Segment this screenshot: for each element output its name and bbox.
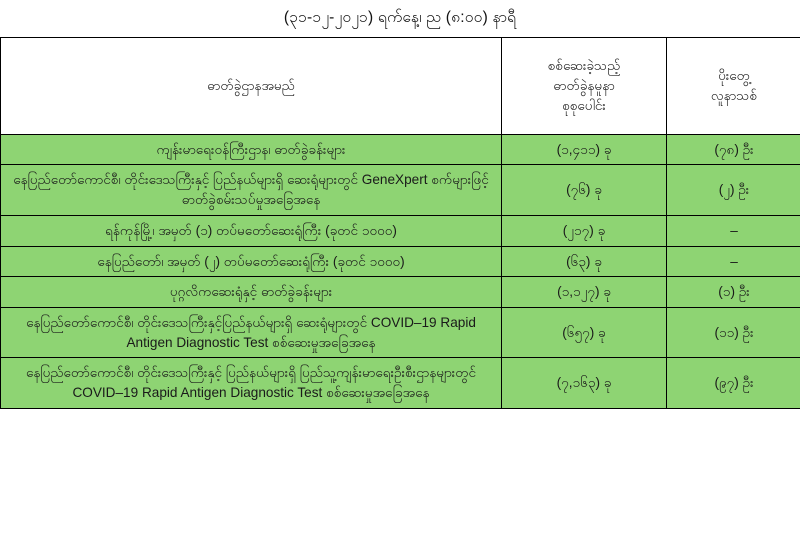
table-row — [1, 215, 800, 246]
cell-new-positive: (၁) ဦး — [667, 277, 800, 308]
cell-lab-name: ပုဂ္ဂလိကဆေးရုံနှင့် ဓာတ်ခွဲခန်းများ — [1, 277, 502, 308]
table-row — [1, 358, 800, 408]
table-row — [1, 307, 800, 357]
column-header-total-tests-line1: စစ်ဆေးခဲ့သည့် — [547, 58, 621, 74]
column-header-lab-name: ဓာတ်ခွဲဌာနအမည် — [1, 37, 502, 134]
lab-results-table — [0, 37, 800, 409]
cell-total-tests: (၁,၁၂၇) ခု — [502, 277, 667, 308]
cell-lab-name: နေပြည်တော်ကောင်စီ၊ တိုင်းဒေသကြီးနှင့် ပြည်နယ်များရှိ ပြည်သူ့ကျန်းမာရေးဦးစီးဌာနများတွင် COVID–19 Rapid Antigen Diagnostic Test စစ်ဆေးမှုအခြေအနေ — [1, 358, 502, 408]
cell-lab-name: နေပြည်တော်ကောင်စီ၊ တိုင်းဒေသကြီးနှင့် ပြည်နယ်များရှိ ဆေးရုံများတွင် GeneXpert စက်များဖြင့် ဓာတ်ခွဲစမ်းသပ်မှုအခြေအနေ — [1, 165, 502, 215]
cell-lab-name: ရန်ကုန်မြို့၊ အမှတ် (၁) တပ်မတော်ဆေးရုံကြီး (ခုတင် ၁၀၀၀) — [1, 215, 502, 246]
cell-total-tests: (၁,၄၁၁) ခု — [502, 134, 667, 165]
cell-new-positive: – — [667, 246, 800, 277]
page-title: (၃၁-၁၂-၂၀၂၁) ရက်နေ့၊ ည (၈:၀၀) နာရီ — [283, 9, 517, 26]
table-row — [1, 246, 800, 277]
column-header-new-positive — [667, 37, 800, 134]
table-row — [1, 277, 800, 308]
cell-new-positive: (၁၁) ဦး — [667, 307, 800, 357]
table-header — [1, 37, 800, 134]
cell-total-tests: (၂၁၇) ခု — [502, 215, 667, 246]
column-header-total-tests-line2: ဓာတ်ခွဲနမူနာ — [553, 77, 615, 93]
cell-new-positive: – — [667, 215, 800, 246]
cell-new-positive: (၉၇) ဦး — [667, 358, 800, 408]
column-header-new-positive-line2: လူနာသစ် — [710, 87, 758, 103]
column-header-new-positive-line1: ပိုးတွေ့ — [718, 67, 750, 83]
cell-total-tests: (၆၃) ခု — [502, 246, 667, 277]
column-header-total-tests — [502, 37, 667, 134]
column-header-total-tests-line3: စုစုပေါင်း — [562, 97, 606, 113]
cell-new-positive: (၇၈) ဦး — [667, 134, 800, 165]
cell-lab-name: ကျန်းမာရေးဝန်ကြီးဌာန၊ ဓာတ်ခွဲခန်းများ — [1, 134, 502, 165]
cell-total-tests: (၆၅၇) ခု — [502, 307, 667, 357]
cell-total-tests: (၇,၁၆၃) ခု — [502, 358, 667, 408]
table-row — [1, 165, 800, 215]
cell-new-positive: (၂) ဦး — [667, 165, 800, 215]
cell-total-tests: (၇၆) ခု — [502, 165, 667, 215]
table-header-row — [1, 37, 800, 134]
table-row — [1, 134, 800, 165]
cell-lab-name: နေပြည်တော်ကောင်စီ၊ တိုင်းဒေသကြီးနှင့်ပြည်နယ်များရှိ ဆေးရုံများတွင် COVID–19 Rapid Antigen Diagnostic Test စစ်ဆေးမှုအခြေအနေ — [1, 307, 502, 357]
cell-lab-name: နေပြည်တော်၊ အမှတ် (၂) တပ်မတော်ဆေးရုံကြီး (ခုတင် ၁၀၀၀) — [1, 246, 502, 277]
table-body — [1, 134, 800, 408]
